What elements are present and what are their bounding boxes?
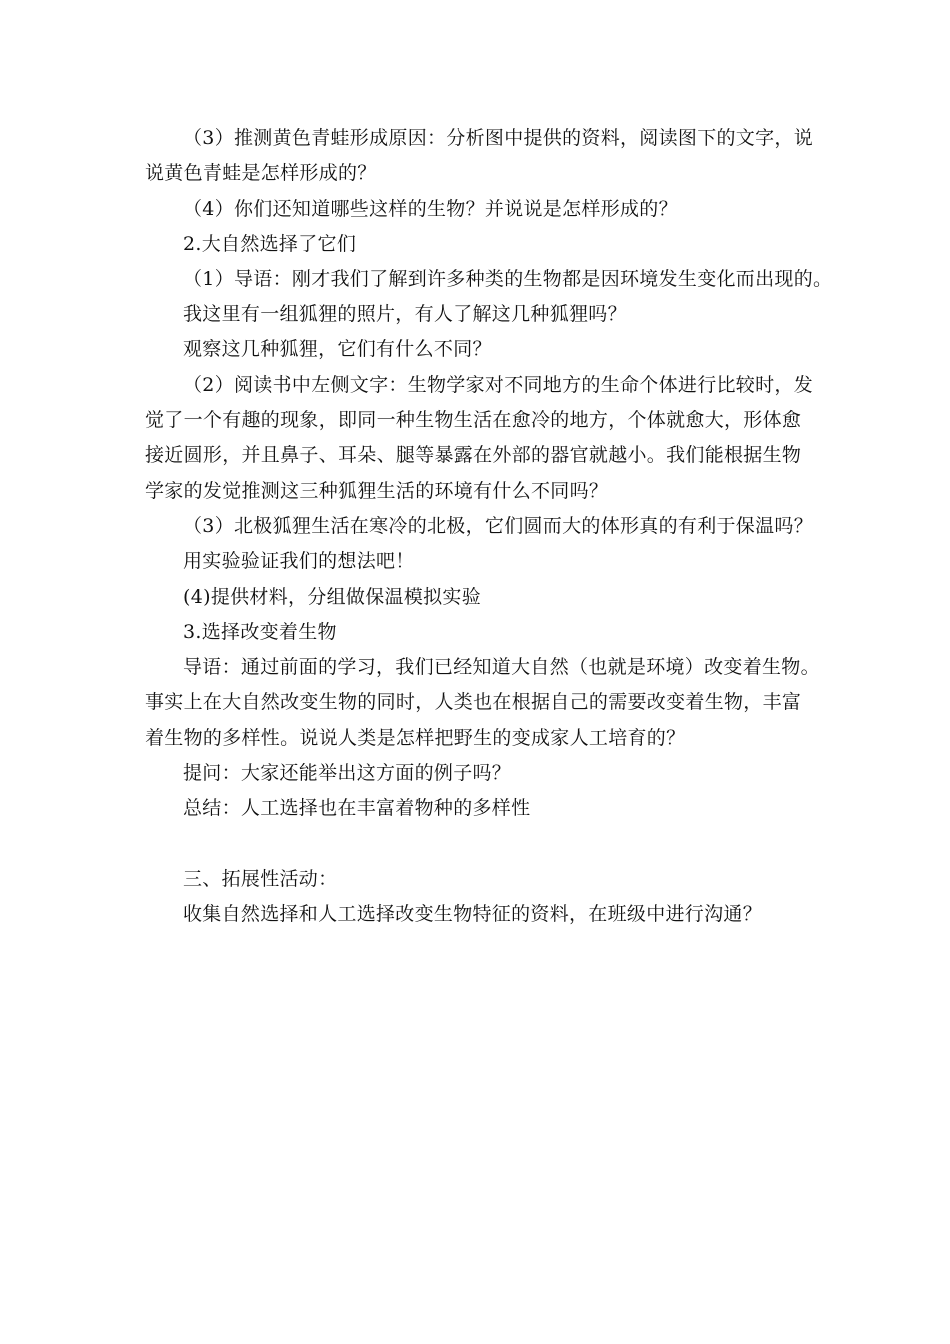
- paragraph-line: 觉了一个有趣的现象，即同一种生物生活在愈冷的地方，个体就愈大，形体愈: [145, 409, 802, 431]
- section-heading: 3.选择改变着生物: [183, 621, 337, 643]
- paragraph-line: （2）阅读书中左侧文字：生物学家对不同地方的生命个体进行比较时，发: [183, 374, 813, 396]
- section-heading: 2.大自然选择了它们: [183, 233, 357, 255]
- section-heading: 三、拓展性活动：: [183, 868, 338, 890]
- paragraph-line: 我这里有一组狐狸的照片，有人了解这几种狐狸吗？: [183, 303, 627, 325]
- paragraph-line: 说黄色青蛙是怎样形成的？: [145, 162, 377, 184]
- paragraph-line: 学家的发觉推测这三种狐狸生活的环境有什么不同吗？: [145, 480, 609, 502]
- paragraph-line: 提问：大家还能举出这方面的例子吗？: [183, 762, 512, 784]
- paragraph-line: 着生物的多样性。说说人类是怎样把野生的变成家人工培育的？: [145, 727, 686, 749]
- paragraph-line: （3）推测黄色青蛙形成原因：分析图中提供的资料，阅读图下的文字，说: [183, 127, 813, 149]
- paragraph-line: （1）导语：刚才我们了解到许多种类的生物都是因环境发生变化而出现的。: [183, 268, 833, 290]
- paragraph-line: 接近圆形，并且鼻子、耳朵、腿等暴露在外部的器官就越小。我们能根据生物: [145, 444, 802, 466]
- paragraph-line: 观察这几种狐狸，它们有什么不同？: [183, 338, 492, 360]
- paragraph-line: 导语：通过前面的学习，我们已经知道大自然（也就是环境）改变着生物。: [183, 656, 820, 678]
- paragraph-line: 事实上在大自然改变生物的同时，人类也在根据自己的需要改变着生物，丰富: [145, 691, 802, 713]
- paragraph-line: 收集自然选择和人工选择改变生物特征的资料，在班级中进行沟通？: [183, 903, 763, 925]
- paragraph-line: 总结：人工选择也在丰富着物种的多样性: [183, 797, 531, 819]
- paragraph-line: 用实验验证我们的想法吧！: [183, 550, 415, 572]
- paragraph-line: （3）北极狐狸生活在寒冷的北极，它们圆而大的体形真的有利于保温吗？: [183, 515, 813, 537]
- paragraph-line: (4)提供材料，分组做保温模拟实验: [183, 586, 482, 608]
- paragraph-line: （4）你们还知道哪些这样的生物？并说说是怎样形成的？: [183, 198, 678, 220]
